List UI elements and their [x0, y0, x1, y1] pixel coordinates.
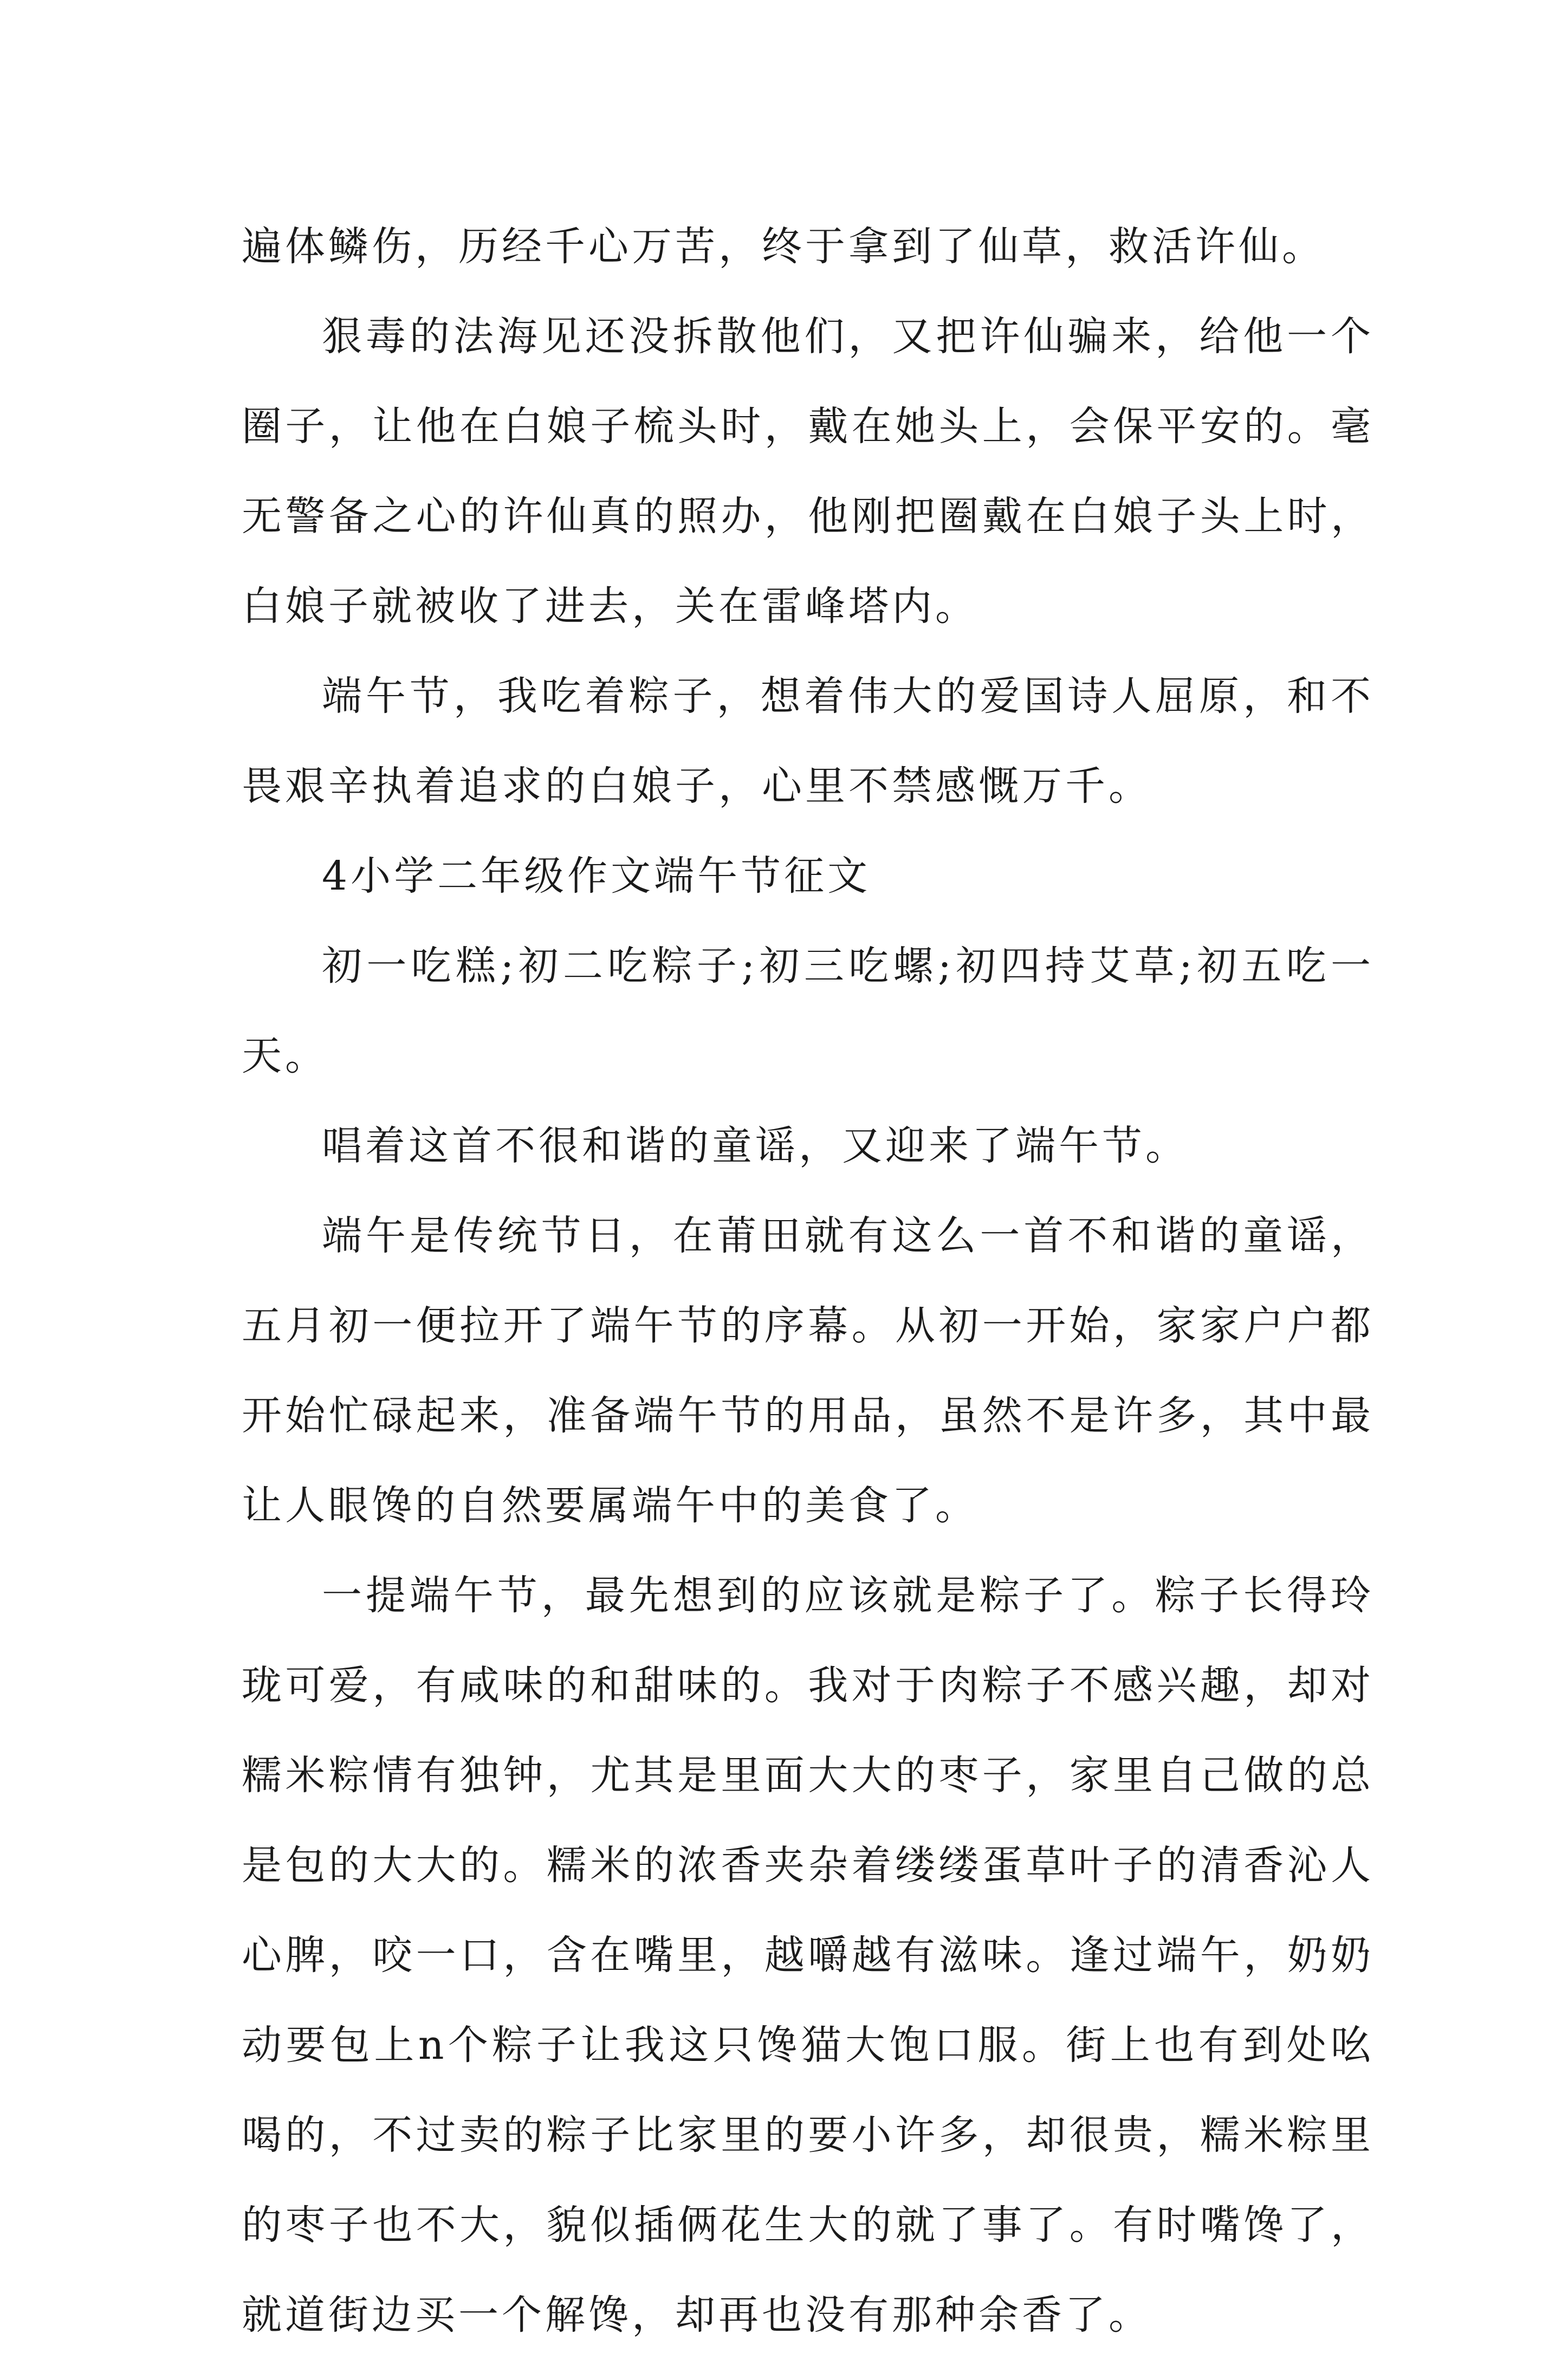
- paragraph-4: 初一吃糕;初二吃粽子;初三吃螺;初四持艾草;初五吃一天。: [242, 943, 1374, 1079]
- paragraph-5: 唱着这首不很和谐的童谣，又迎来了端午节。: [322, 1123, 1189, 1169]
- paragraph-6: 端午是传统节日，在莆田就有这么一首不和谐的童谣，五月初一便拉开了端午节的序幕。从初一开始，家家户户都开始忙碌起来，准备端午节的用品，虽然不是许多，其中最让人眼馋的自然要属端午中的美食了。: [242, 1213, 1374, 1529]
- paragraph-1: 遍体鳞伤，历经千心万苦，终于拿到了仙草，救活许仙。: [242, 223, 1325, 270]
- section-heading: 4小学二年级作文端午节征文: [322, 853, 871, 899]
- document-body: [242, 202, 1374, 2360]
- paragraph-7: 一提端午节，最先想到的应该就是粽子了。粽子长得玲珑可爱，有咸味的和甜味的。我对于肉粽子不感兴趣，却对糯米粽情有独钟，尤其是里面大大的枣子，家里自己做的总是包的大大的。糯米的浓香夹杂着缕缕蛋草叶子的清香沁人心脾，咬一口，含在嘴里，越嚼越有滋味。逢过端午，奶奶动要包上n个粽子让我这只馋猫大饱口服。街上也有到处吆喝的，不过卖的粽子比家里的要小许多，却很贵，糯米粽里的枣子也不大，貌似插俩花生大的就了事了。有时嘴馋了，就道街边买一个解馋，却再也没有那种余香了。: [242, 1572, 1374, 2338]
- paragraph-3: 端午节，我吃着粽子，想着伟大的爱国诗人屈原，和不畏艰辛执着追求的白娘子，心里不禁感慨万千。: [242, 673, 1374, 809]
- paragraph-2: 狠毒的法海见还没拆散他们，又把许仙骗来，给他一个圈子，让他在白娘子梳头时，戴在她头上，会保平安的。毫无警备之心的许仙真的照办，他刚把圈戴在白娘子头上时，白娘子就被收了进去，关在雷峰塔内。: [242, 313, 1374, 630]
